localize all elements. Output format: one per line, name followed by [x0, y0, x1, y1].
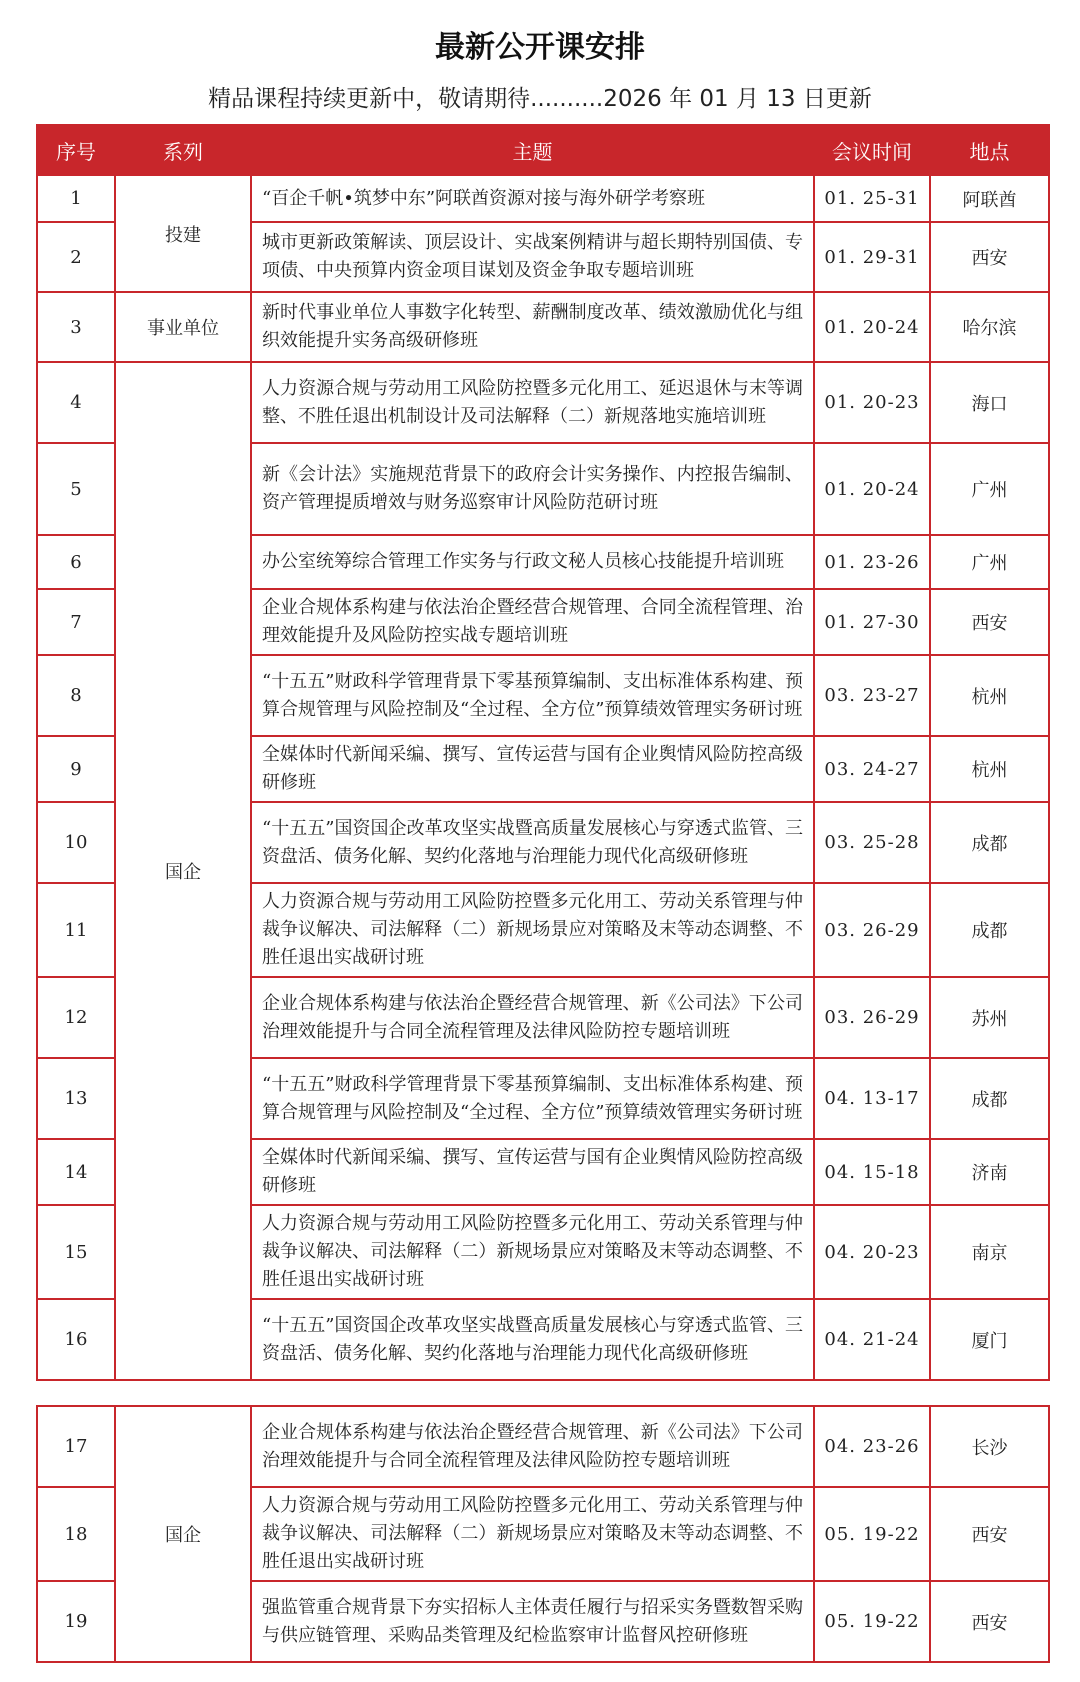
row-number: 9 — [37, 736, 115, 802]
topic-cell: “十五五”国资国企改革攻坚实战暨高质量发展核心与穿透式监管、三资盘活、债务化解、契约化落地与治理能力现代化高级研修班 — [251, 1299, 814, 1380]
place-cell: 苏州 — [930, 977, 1049, 1058]
place-cell: 成都 — [930, 802, 1049, 883]
header-topic: 主题 — [251, 125, 814, 175]
row-number: 3 — [37, 292, 115, 362]
date-cell: 04. 20-23 — [814, 1205, 930, 1299]
topic-cell: “十五五”财政科学管理背景下零基预算编制、支出标准体系构建、预算合规管理与风险控制及“全过程、全方位”预算绩效管理实务研讨班 — [251, 655, 814, 736]
topic-cell: 人力资源合规与劳动用工风险防控暨多元化用工、劳动关系管理与仲裁争议解决、司法解释（二）新规场景应对策略及末等动态调整、不胜任退出实战研讨班 — [251, 1205, 814, 1299]
topic-cell: 人力资源合规与劳动用工风险防控暨多元化用工、劳动关系管理与仲裁争议解决、司法解释（二）新规场景应对策略及末等动态调整、不胜任退出实战研讨班 — [251, 1487, 814, 1581]
place-cell: 杭州 — [930, 655, 1049, 736]
date-cell: 05. 19-22 — [814, 1581, 930, 1662]
header-date: 会议时间 — [814, 125, 930, 175]
date-cell: 04. 23-26 — [814, 1406, 930, 1487]
series-cell: 事业单位 — [115, 292, 251, 362]
row-number: 7 — [37, 589, 115, 655]
place-cell: 南京 — [930, 1205, 1049, 1299]
table-row — [37, 1406, 1049, 1487]
row-number: 17 — [37, 1406, 115, 1487]
row-number: 8 — [37, 655, 115, 736]
row-number: 4 — [37, 362, 115, 443]
topic-cell: 新时代事业单位人事数字化转型、薪酬制度改革、绩效激励优化与组织效能提升实务高级研修班 — [251, 292, 814, 362]
place-cell: 济南 — [930, 1139, 1049, 1205]
row-number: 10 — [37, 802, 115, 883]
date-cell: 03. 26-29 — [814, 883, 930, 977]
date-cell: 01. 20-24 — [814, 292, 930, 362]
date-cell: 03. 23-27 — [814, 655, 930, 736]
place-cell: 杭州 — [930, 736, 1049, 802]
place-cell: 成都 — [930, 1058, 1049, 1139]
place-cell: 厦门 — [930, 1299, 1049, 1380]
page-title: 最新公开课安排 — [435, 30, 645, 65]
series-cell: 国企 — [115, 362, 251, 1380]
topic-cell: “十五五”国资国企改革攻坚实战暨高质量发展核心与穿透式监管、三资盘活、债务化解、契约化落地与治理能力现代化高级研修班 — [251, 802, 814, 883]
place-cell: 西安 — [930, 1487, 1049, 1581]
place-cell: 阿联酋 — [930, 175, 1049, 222]
header-place: 地点 — [930, 125, 1049, 175]
date-cell: 01. 27-30 — [814, 589, 930, 655]
date-cell: 03. 25-28 — [814, 802, 930, 883]
topic-cell: “十五五”财政科学管理背景下零基预算编制、支出标准体系构建、预算合规管理与风险控制及“全过程、全方位”预算绩效管理实务研讨班 — [251, 1058, 814, 1139]
topic-cell: “百企千帆•筑梦中东”阿联酋资源对接与海外研学考察班 — [251, 175, 814, 222]
place-cell: 广州 — [930, 443, 1049, 535]
row-number: 2 — [37, 222, 115, 292]
place-cell: 长沙 — [930, 1406, 1049, 1487]
row-number: 18 — [37, 1487, 115, 1581]
place-cell: 西安 — [930, 222, 1049, 292]
row-number: 5 — [37, 443, 115, 535]
topic-cell: 强监管重合规背景下夯实招标人主体责任履行与招采实务暨数智采购与供应链管理、采购品类管理及纪检监察审计监督风控研修班 — [251, 1581, 814, 1662]
topic-cell: 全媒体时代新闻采编、撰写、宣传运营与国有企业舆情风险防控高级研修班 — [251, 1139, 814, 1205]
schedule-table — [36, 124, 1050, 1381]
topic-cell: 新《会计法》实施规范背景下的政府会计实务操作、内控报告编制、资产管理提质增效与财务巡察审计风险防范研讨班 — [251, 443, 814, 535]
place-cell: 成都 — [930, 883, 1049, 977]
date-cell: 05. 19-22 — [814, 1487, 930, 1581]
row-number: 6 — [37, 535, 115, 589]
schedule-table-continued — [36, 1405, 1050, 1663]
row-number: 1 — [37, 175, 115, 222]
place-cell: 哈尔滨 — [930, 292, 1049, 362]
place-cell: 广州 — [930, 535, 1049, 589]
date-cell: 01. 23-26 — [814, 535, 930, 589]
header-series: 系列 — [115, 125, 251, 175]
series-cell: 投建 — [115, 175, 251, 292]
topic-cell: 人力资源合规与劳动用工风险防控暨多元化用工、劳动关系管理与仲裁争议解决、司法解释（二）新规场景应对策略及末等动态调整、不胜任退出实战研讨班 — [251, 883, 814, 977]
row-number: 16 — [37, 1299, 115, 1380]
row-number: 19 — [37, 1581, 115, 1662]
series-cell: 国企 — [115, 1406, 251, 1662]
date-cell: 04. 15-18 — [814, 1139, 930, 1205]
table-row — [37, 362, 1049, 443]
row-number: 13 — [37, 1058, 115, 1139]
table-header-row — [37, 125, 1049, 175]
topic-cell: 全媒体时代新闻采编、撰写、宣传运营与国有企业舆情风险防控高级研修班 — [251, 736, 814, 802]
date-cell: 04. 13-17 — [814, 1058, 930, 1139]
table-row — [37, 292, 1049, 362]
date-cell: 03. 26-29 — [814, 977, 930, 1058]
place-cell: 海口 — [930, 362, 1049, 443]
header-no: 序号 — [37, 125, 115, 175]
topic-cell: 企业合规体系构建与依法治企暨经营合规管理、合同全流程管理、治理效能提升及风险防控实战专题培训班 — [251, 589, 814, 655]
topic-cell: 城市更新政策解读、顶层设计、实战案例精讲与超长期特别国债、专项债、中央预算内资金项目谋划及资金争取专题培训班 — [251, 222, 814, 292]
date-cell: 01. 20-23 — [814, 362, 930, 443]
topic-cell: 企业合规体系构建与依法治企暨经营合规管理、新《公司法》下公司治理效能提升与合同全流程管理及法律风险防控专题培训班 — [251, 1406, 814, 1487]
date-cell: 01. 20-24 — [814, 443, 930, 535]
date-cell: 03. 24-27 — [814, 736, 930, 802]
place-cell: 西安 — [930, 589, 1049, 655]
topic-cell: 企业合规体系构建与依法治企暨经营合规管理、新《公司法》下公司治理效能提升与合同全流程管理及法律风险防控专题培训班 — [251, 977, 814, 1058]
row-number: 12 — [37, 977, 115, 1058]
place-cell: 西安 — [930, 1581, 1049, 1662]
date-cell: 01. 29-31 — [814, 222, 930, 292]
table-row — [37, 175, 1049, 222]
date-cell: 04. 21-24 — [814, 1299, 930, 1380]
row-number: 14 — [37, 1139, 115, 1205]
row-number: 11 — [37, 883, 115, 977]
topic-cell: 办公室统筹综合管理工作实务与行政文秘人员核心技能提升培训班 — [251, 535, 814, 589]
page-subtitle: 精品课程持续更新中，敬请期待..........2026 年 01 月 13 日更新 — [208, 86, 872, 112]
date-cell: 01. 25-31 — [814, 175, 930, 222]
topic-cell: 人力资源合规与劳动用工风险防控暨多元化用工、延迟退休与末等调整、不胜任退出机制设计及司法解释（二）新规落地实施培训班 — [251, 362, 814, 443]
row-number: 15 — [37, 1205, 115, 1299]
